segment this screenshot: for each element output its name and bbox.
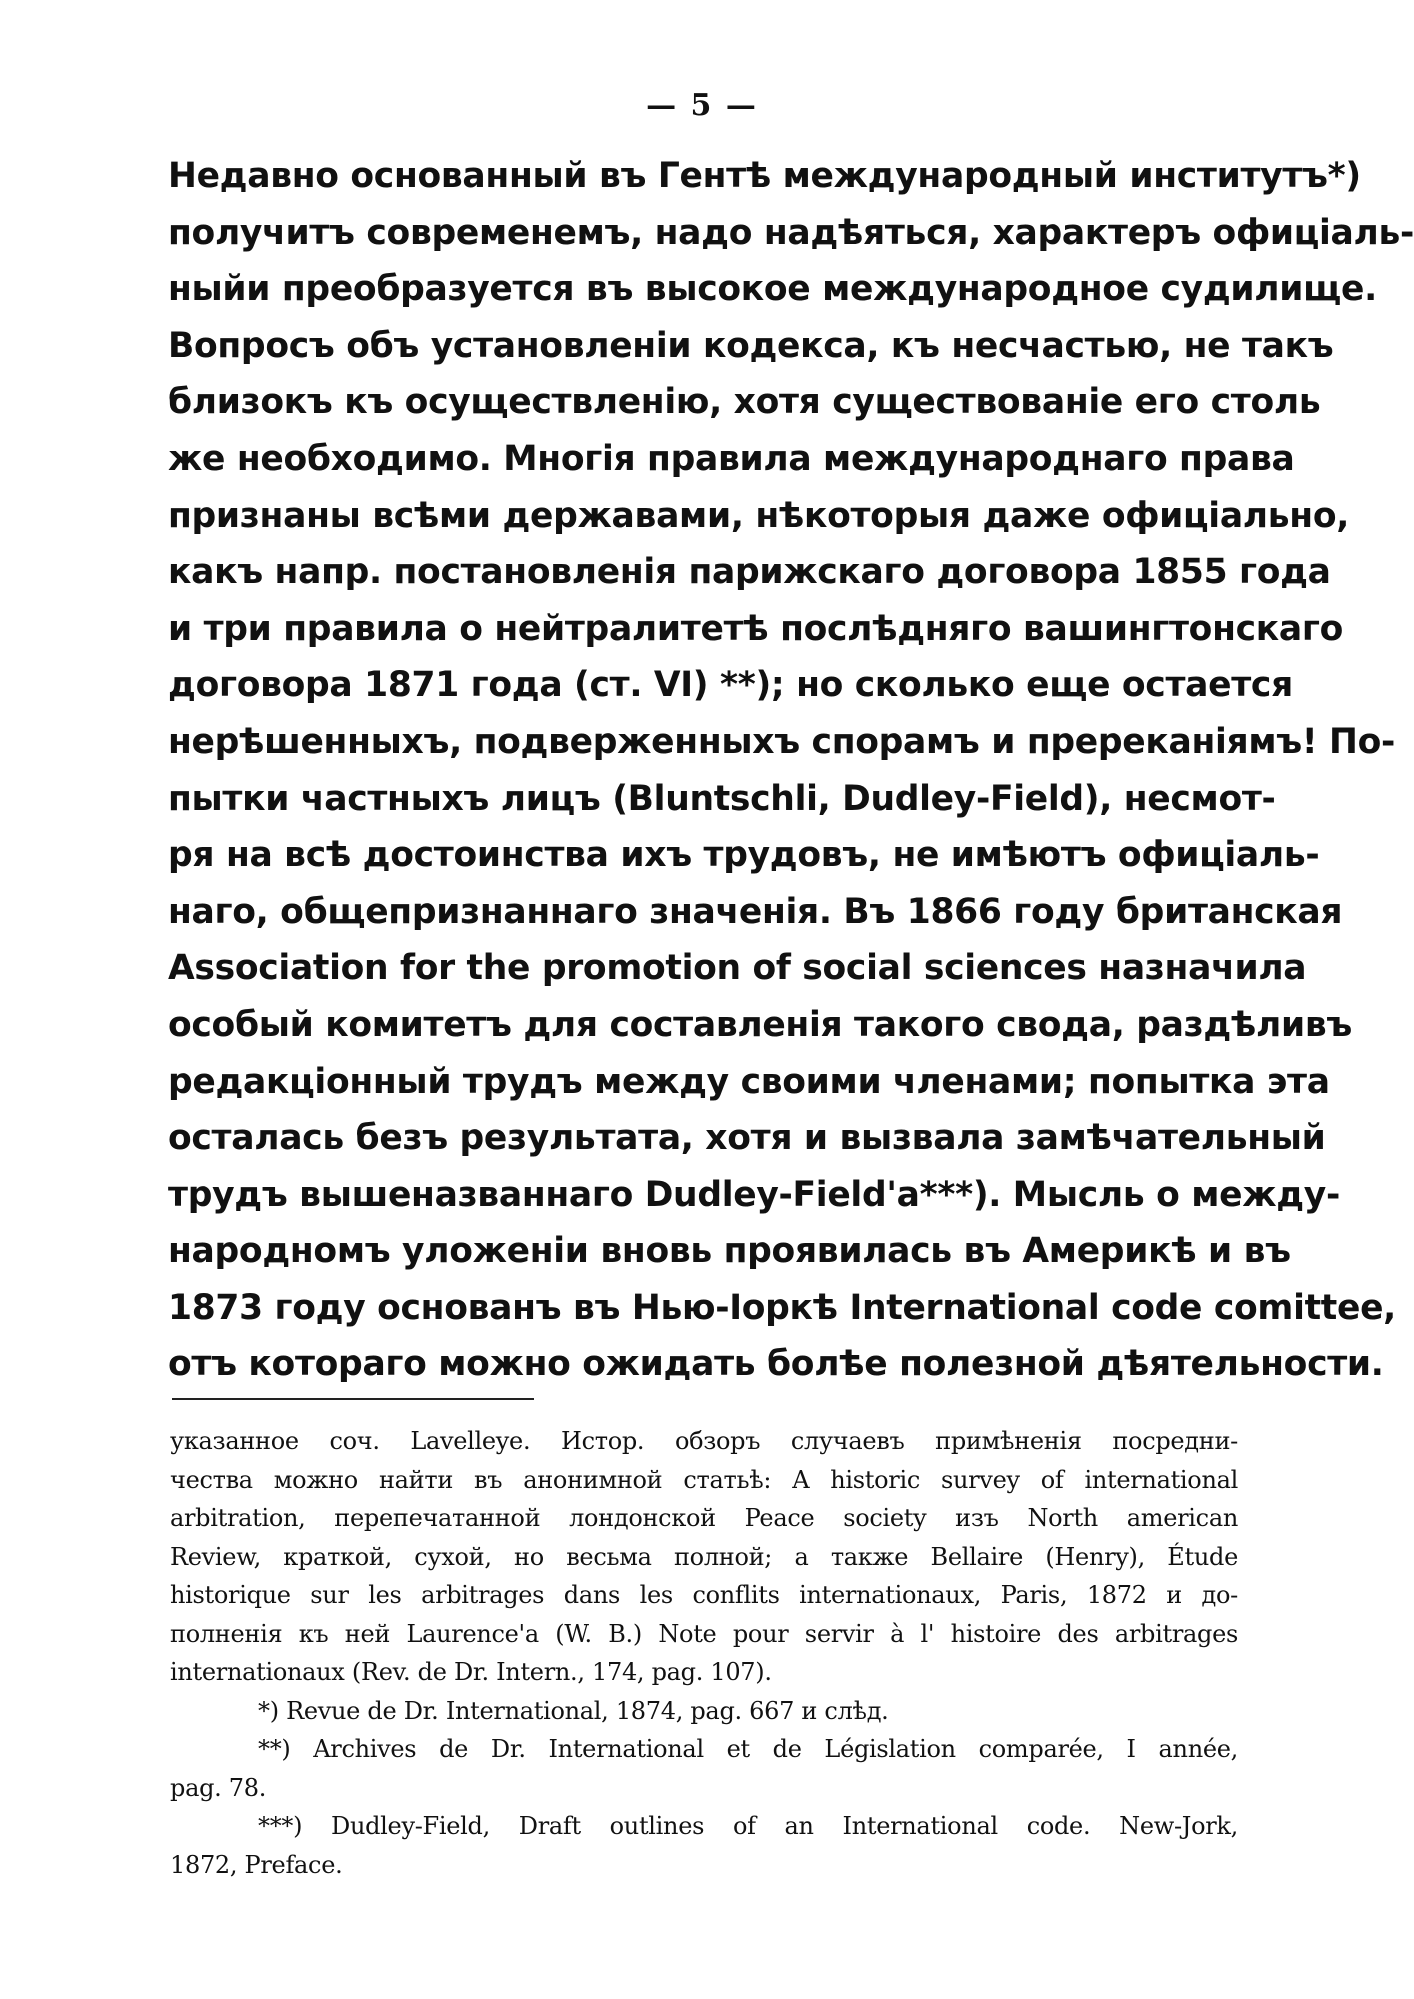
footnote-1: *) Revue de Dr. International, 1874, pag. 667 и слѣд. [258, 1696, 889, 1725]
main-text [168, 148, 1414, 1393]
footnote-divider [172, 1398, 534, 1400]
page-number: — 5 — [646, 88, 758, 123]
body-line: редакціонный трудъ между своими членами; попытка эта [168, 1061, 1330, 1102]
body-line: пытки частныхъ лицъ (Bluntschli, Dudley-Field), несмот- [168, 778, 1276, 819]
body-line: отъ котораго можно ожидать болѣе полезной дѣятельности. [168, 1344, 1384, 1385]
body-line: Association for the promotion of social sciences назначила [168, 948, 1307, 989]
footnotes [170, 1422, 1238, 1884]
body-line: получитъ современемъ, надо надѣяться, характеръ офиціаль- [168, 212, 1414, 253]
footnote-3-continuation: 1872, Preface. [170, 1850, 343, 1879]
body-line: какъ напр. постановленія парижскаго договора 1855 года [168, 552, 1331, 593]
body-line: ныйи преобразуется въ высокое международное судилище. [168, 269, 1377, 310]
body-line: 1873 году основанъ въ Нью-Іоркѣ International code comittee, [168, 1287, 1396, 1328]
body-line: осталась безъ результата, хотя и вызвала замѣчательный [168, 1118, 1326, 1159]
body-line: договора 1871 года (ст. VI) **); но сколько еще остается [168, 665, 1293, 706]
body-line: нерѣшенныхъ, подверженныхъ спорамъ и пререканіямъ! По- [168, 721, 1396, 762]
footnote-continued-line: указанное соч. Lavelleye. Истор. обзоръ случаевъ примѣненія посредни- [170, 1427, 1238, 1455]
body-line: и три правила о нейтралитетѣ послѣдняго вашингтонскаго [168, 608, 1343, 649]
body-line: же необходимо. Многія правила международнаго права [168, 438, 1295, 479]
body-line: наго, общепризнаннаго значенія. Въ 1866 году британская [168, 891, 1343, 932]
footnote-continued-line: полненія къ ней Laurence'a (W. B.) Note pour servir à l' histoire des arbitrages [170, 1619, 1238, 1648]
footnote-continued-line: Review, краткой, сухой, но весьма полной; а также Bellaire (Henry), Étude [170, 1542, 1238, 1571]
footnote-continued-line: arbitration, перепечатанной лондонской Peace society изъ North american [170, 1504, 1238, 1532]
body-line: ря на всѣ достоинства ихъ трудовъ, не имѣютъ офиціаль- [168, 835, 1320, 876]
footnote-continued-line: historique sur les arbitrages dans les conflits internationaux, Paris, 1872 и до- [170, 1581, 1238, 1609]
body-line: особый комитетъ для составленія такого свода, раздѣливъ [168, 1004, 1352, 1045]
body-line: близокъ къ осуществленію, хотя существованіе его столь [168, 382, 1321, 423]
footnote-2-continuation: pag. 78. [170, 1773, 267, 1802]
footnote-3: ***) Dudley-Field, Draft outlines of an International code. New-Jork, [258, 1812, 1238, 1840]
body-line: Недавно основанный въ Гентѣ международный институтъ*) [168, 156, 1361, 196]
footnote-2: **) Archives de Dr. International et de Législation comparée, I année, [258, 1735, 1238, 1763]
body-line: народномъ уложеніи вновь проявилась въ Америкѣ и въ [168, 1231, 1291, 1272]
body-line: трудъ вышеназваннаго Dudley-Field'a***). Мысль о между- [168, 1174, 1340, 1215]
body-line: Вопросъ объ установленіи кодекса, къ несчастью, не такъ [168, 325, 1334, 366]
footnote-continued-line: чества можно найти въ анонимной статьѣ: A historic survey of international [170, 1465, 1238, 1494]
body-line: признаны всѣми державами, нѣкоторыя даже офиціально, [168, 495, 1350, 536]
footnote-continued-line: internationaux (Rev. de Dr. Intern., 174, pag. 107). [170, 1658, 772, 1686]
